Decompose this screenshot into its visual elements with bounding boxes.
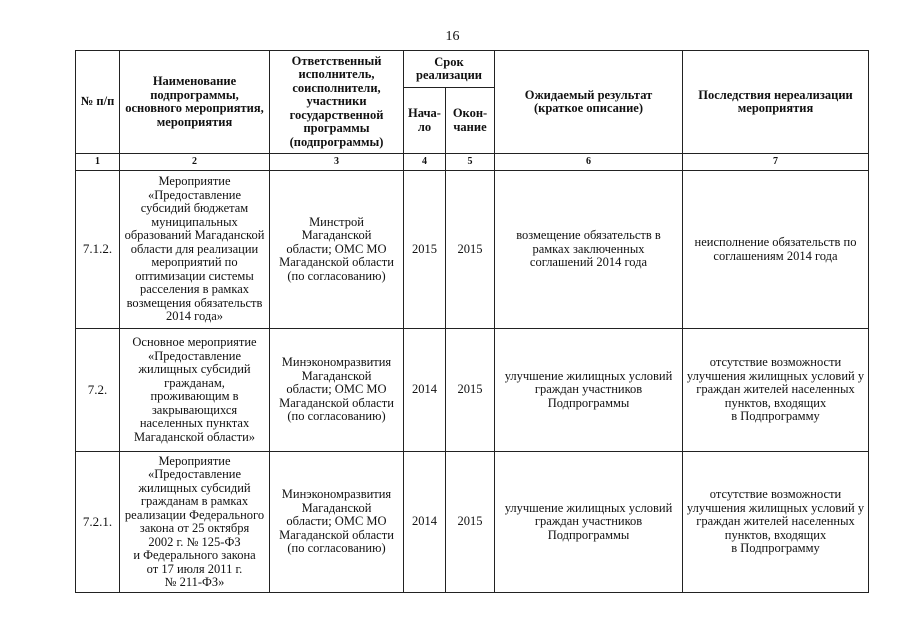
column-number: 6 bbox=[495, 154, 683, 171]
column-number: 4 bbox=[404, 154, 446, 171]
row-number: 7.1.2. bbox=[76, 171, 120, 329]
page-number: 16 bbox=[445, 29, 460, 44]
column-number: 1 bbox=[76, 154, 120, 171]
column-number: 7 bbox=[683, 154, 869, 171]
header-result: Ожидаемый результат (краткое описание) bbox=[495, 51, 683, 154]
row-consequence: неисполнение обязательств по соглашениям 2014 года bbox=[683, 171, 869, 329]
program-table bbox=[75, 50, 869, 593]
row-end: 2015 bbox=[446, 329, 495, 452]
row-start: 2014 bbox=[404, 329, 446, 452]
column-number: 3 bbox=[270, 154, 404, 171]
row-result: возмещение обязательств в рамках заключенных соглашений 2014 года bbox=[495, 171, 683, 329]
row-executor: Минстрой Магаданской области; ОМС МО Магаданской области (по согласованию) bbox=[270, 171, 404, 329]
header-start: Нача- ло bbox=[404, 88, 446, 154]
row-start: 2014 bbox=[404, 452, 446, 593]
row-result: улучшение жилищных условий граждан участников Подпрограммы bbox=[495, 452, 683, 593]
row-end: 2015 bbox=[446, 171, 495, 329]
table-row bbox=[76, 452, 869, 593]
header-executor: Ответственный исполнитель, соисполнители, участники государственной программы (подпрограммы) bbox=[270, 51, 404, 154]
header-name: Наименование подпрограммы, основного мероприятия, мероприятия bbox=[120, 51, 270, 154]
row-name: Основное мероприятие «Предоставление жилищных субсидий гражданам, проживающим в закрывающихся населенных пунктах Магаданской области» bbox=[120, 329, 270, 452]
column-number: 5 bbox=[446, 154, 495, 171]
header-consequence: Последствия нереализации мероприятия bbox=[683, 51, 869, 154]
row-executor: Минэкономразвития Магаданской области; ОМС МО Магаданской области (по согласованию) bbox=[270, 452, 404, 593]
table-row bbox=[76, 171, 869, 329]
header-end: Окон- чание bbox=[446, 88, 495, 154]
row-end: 2015 bbox=[446, 452, 495, 593]
row-number: 7.2.1. bbox=[76, 452, 120, 593]
header-period: Срок реализации bbox=[404, 51, 495, 88]
row-consequence: отсутствие возможности улучшения жилищных условий у граждан жителей населенных пунктов, входящих в Подпрограмму bbox=[683, 329, 869, 452]
row-name: Мероприятие «Предоставление субсидий бюджетам муниципальных образований Магаданской области для реализации мероприятий по оптимизации системы расселения в рамках возмещения обязательств 2014 года» bbox=[120, 171, 270, 329]
column-number: 2 bbox=[120, 154, 270, 171]
row-start: 2015 bbox=[404, 171, 446, 329]
row-consequence: отсутствие возможности улучшения жилищных условий у граждан жителей населенных пунктов, входящих в Подпрограмму bbox=[683, 452, 869, 593]
table-row bbox=[76, 329, 869, 452]
row-result: улучшение жилищных условий граждан участников Подпрограммы bbox=[495, 329, 683, 452]
row-number: 7.2. bbox=[76, 329, 120, 452]
row-executor: Минэкономразвития Магаданской области; ОМС МО Магаданской области (по согласованию) bbox=[270, 329, 404, 452]
row-name: Мероприятие «Предоставление жилищных субсидий гражданам в рамках реализации Федерального закона от 25 октября 2002 г. № 125-ФЗ и Федерального закона от 17 июля 2011 г. № 211-ФЗ» bbox=[120, 452, 270, 593]
column-number-row bbox=[76, 154, 869, 171]
header-num: № п/п bbox=[76, 51, 120, 154]
header-row bbox=[76, 51, 869, 88]
